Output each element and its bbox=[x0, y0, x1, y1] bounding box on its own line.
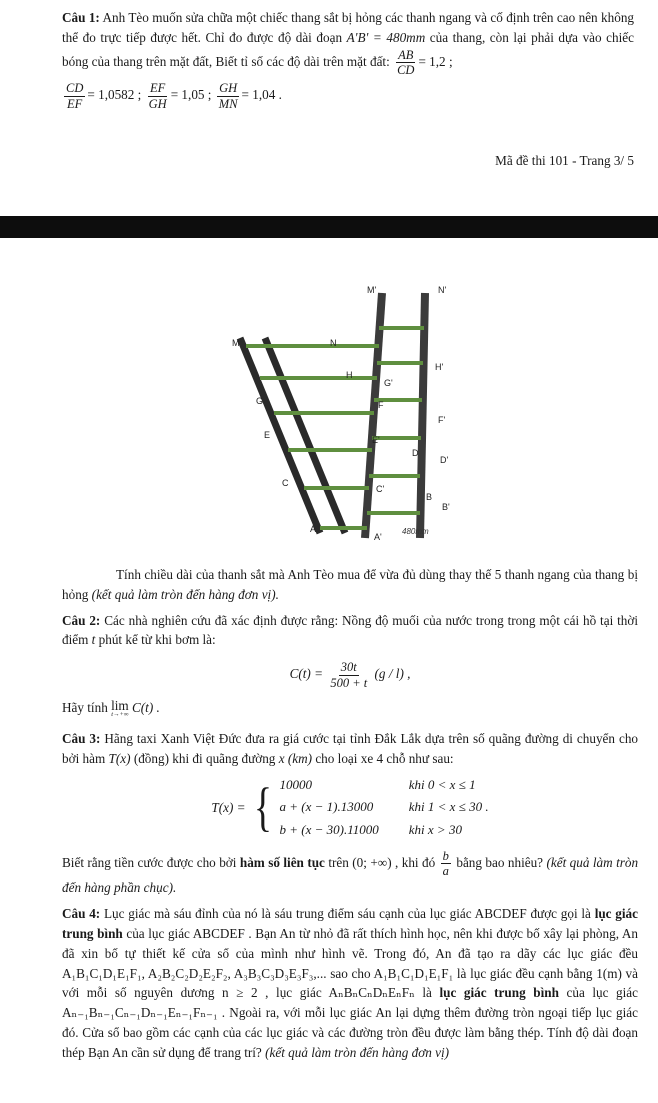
ratio-cd-ef: $\frac{CD}{EF}$ bbox=[66, 81, 84, 111]
ladder-figure bbox=[170, 238, 470, 563]
page-top bbox=[0, 0, 658, 216]
ladder-diagram bbox=[170, 238, 470, 563]
cases: 10000 khi 0 < x ≤ 1 a + (x − 1).13000 khi 1 < x ≤ 30 . b + (x − 30).11000 khi x > 30 bbox=[279, 777, 489, 837]
ratio-gh-mn: $\frac{GH}{MN}$ bbox=[218, 81, 238, 111]
page-footer: Mã đề thi 101 - Trang 3/ 5 bbox=[495, 153, 634, 169]
label-A1: A' bbox=[374, 532, 382, 542]
label-G1: G' bbox=[384, 378, 393, 388]
question-3-ask: Biết rằng tiền cước được cho bởi hàm số liên tục trên (0; +∞) , khi đó $\frac{b}{a}$ bằng bao nhiêu? (kết quả làm tròn đến hàng phần chục). bbox=[62, 848, 639, 896]
ratio-ab-cd: $\frac{AB}{CD}$ bbox=[397, 47, 415, 77]
label-M1: M' bbox=[367, 285, 377, 295]
formula-fraction: $\frac{30t}{500 + t}$ bbox=[330, 660, 368, 690]
question-3-title: Câu 3: bbox=[62, 730, 101, 746]
label-G: G bbox=[256, 396, 264, 406]
label-E1: E' bbox=[372, 435, 380, 445]
segment-length: A'B' = 480mm bbox=[346, 29, 426, 45]
question-2-formula: C(t) = $\frac{30t}{500 + t}$ (g / l) , bbox=[289, 660, 411, 690]
question-1-ask: Tính chiều dài của thanh sắt mà Anh Tèo mua để vừa đủ dùng thay thế 5 thanh ngang của thang bị hỏng (kết quả làm tròn đến hàng đơn vị). bbox=[62, 567, 638, 602]
ratio-b-a: $\frac{b}{a}$ bbox=[442, 848, 449, 878]
question-4: Câu 4: Lục giác mà sáu đỉnh của nó là sáu trung điểm sáu cạnh của lục giác ABCDEF được gọi là lục giác trung bình của lục giác ABCDEF . Bạn An từ nhỏ đã rất thích hình học, nên khi được bố xây lại phòng, An đã xin bố tự thiết kế cửa sổ của mình như hình vẽ. Trong đó, An đã tạo ra dãy các lục giác đều A₁B₁C₁D₁E₁F₁, A₂B₂C₂D₂E₂F₂, A₃B₃C₃D₃E₃F₃,... sao cho A₁B₁C₁D₁E₁F₁ là lục giác đều cạnh bằng 1(m) và với mỗi số nguyên dương n ≥ 2 , lục giác AₙBₙCₙDₙEₙFₙ là lục giác trung bình của lục giác Aₙ₋₁Bₙ₋₁Cₙ₋₁Dₙ₋₁Eₙ₋₁Fₙ₋₁ . Ngoài ra, với mỗi lục giác An lại dựng thêm đường tròn ngoại tiếp lục giác đó. Cửa sổ bao gồm các cạnh của các lục giác và các đường tròn đều được làm bằng thép. Tính độ dài đoạn thép Bạn An cần sử dụng để trang trí? (kết quả làm tròn đến hàng đơn vị) bbox=[62, 906, 639, 1060]
ratio-ef-gh: $\frac{EF}{GH}$ bbox=[148, 81, 167, 111]
shadow-ladder bbox=[240, 338, 345, 533]
label-F: F bbox=[378, 400, 384, 410]
ratios-line: $\frac{CD}{EF}$ = 1,0582 ; $\frac{EF}{GH}$ = 1,05 ; $\frac{GH}{MN}$ = 1,04 . bbox=[66, 81, 282, 111]
label-F1: F' bbox=[438, 415, 446, 425]
question-3: Câu 3: Hãng taxi Xanh Việt Đức đưa ra giá cước tại tỉnh Đắk Lắk dựa trên số quãng đường di chuyển cho bởi hàm T(x) (đồng) khi đi quãng đường x (km) cho loại xe 4 chỗ như sau: bbox=[62, 730, 639, 766]
question-1-intro: Câu 1: Anh Tèo muốn sửa chữa một chiếc thang sắt bị hỏng các thanh ngang và cố định trên cao nên không thể đo trực tiếp được hết. Chỉ đo được độ dài đoạn A'B' = 480mm của thang, còn lại phải dựa vào chiếc bóng của thang trên mặt đất, Biết tỉ số các độ dài trên mặt đất: $\frac{AB}{CD}$ = 1,2 ; bbox=[62, 10, 635, 77]
brace-icon: { bbox=[253, 777, 272, 838]
label-A: A bbox=[310, 524, 317, 534]
label-H: H bbox=[346, 370, 353, 380]
question-2: Câu 2: Các nhà nghiên cứu đã xác định được rằng: Nồng độ muối của nước trong trong một cái hồ tại thời điểm t phút kể từ khi bơm là: bbox=[62, 612, 639, 648]
label-N1: N' bbox=[438, 285, 447, 295]
question-4-title: Câu 4: bbox=[62, 906, 101, 922]
label-D1: D' bbox=[440, 455, 449, 465]
label-B1: B' bbox=[442, 502, 450, 512]
label-B: B bbox=[426, 492, 433, 502]
question-1-title: Câu 1: bbox=[62, 10, 100, 25]
label-H1: H' bbox=[435, 362, 444, 372]
real-ladder bbox=[365, 293, 425, 538]
label-C1: C' bbox=[376, 484, 385, 494]
label-N: N bbox=[330, 338, 337, 348]
question-2-title: Câu 2: bbox=[62, 612, 101, 628]
page-separator bbox=[0, 216, 658, 238]
label-480mm: 480mm bbox=[402, 527, 429, 536]
label-C: C bbox=[282, 478, 289, 488]
piecewise-function: T(x) = { 10000 khi 0 < x ≤ 1 a + (x − 1).13000 khi 1 < x ≤ 30 . b + (x − 30).11000 khi x > 30 bbox=[62, 774, 638, 840]
label-E: E bbox=[264, 430, 271, 440]
page-bottom bbox=[0, 238, 658, 1103]
label-M: M bbox=[232, 338, 240, 348]
question-2-ask: Hãy tính lim t→+∞ C(t) . bbox=[62, 698, 160, 719]
limit-expr: lim t→+∞ bbox=[111, 698, 129, 719]
label-D: D bbox=[412, 448, 419, 458]
